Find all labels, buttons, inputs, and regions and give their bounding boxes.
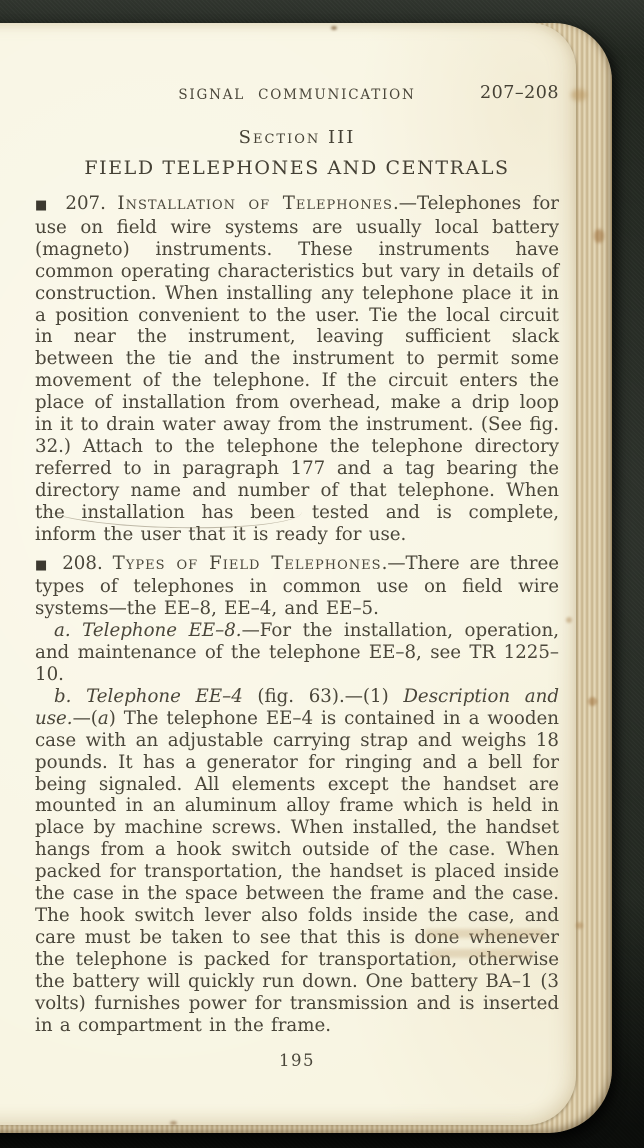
section-heading: Section III xyxy=(238,127,356,148)
book-page xyxy=(0,23,576,1125)
text-run-italic: Description and use. xyxy=(35,685,559,729)
paper-stain xyxy=(576,922,583,929)
text-run-italic: a. Telephone EE–8. xyxy=(54,620,242,642)
book-page-stack xyxy=(0,23,612,1133)
page-title: FIELD TELEPHONES AND CENTRALS xyxy=(84,157,510,179)
paragraphs xyxy=(35,193,559,1036)
text-run-smallcaps: Installation of Telephones xyxy=(117,193,393,214)
text-run-marker: ■ xyxy=(35,198,66,213)
text-run-normal: .—Telephones for use on field wire systems are usually local battery (magneto) instruments. These instruments have common operating characteristics but vary in details of construction. When installing any telephone place it in a position convenient to the user. Tie the local circuit in near the instrument, leaving sufficient slack between the tie and the instrument to permit some movement of the telephone. If the circuit enters the place of installation from overhead, make a drip loop in it to drain water away from the instrument. (See fig. 32.) Attach to the telephone the telephone directory referred to in paragraph 177 and a tag bearing the directory name and number of that telephone. When the installation has been tested and is complete, inform the user that it is ready for use. xyxy=(35,193,560,545)
paragraph-207 xyxy=(35,193,559,546)
text-run-smallcaps: Types of Field Telephones xyxy=(112,552,382,574)
page-number: 195 xyxy=(279,1051,315,1071)
running-header: SIGNAL COMMUNICATION xyxy=(178,87,416,103)
text-run-normal: 207. xyxy=(65,193,118,214)
text-run-normal: —( xyxy=(72,707,98,729)
paragraph-208b xyxy=(35,686,559,1037)
text-run-normal: —For the installation, operation, and maintenance of the telephone EE–8, see TR 1225–10. xyxy=(35,620,559,686)
text-run-normal: 208. xyxy=(62,552,113,574)
paper-stain xyxy=(588,697,597,706)
text-run-normal: .—There are three types of telephones in common use on field wire systems—the EE–8, EE–4, and EE–5. xyxy=(35,552,560,620)
text-run-normal: ) The telephone EE–4 is contained in a wooden case with an adjustable carrying strap and weighs 18 pounds. It has a generator for ringing and a bell for being signaled. All elements except the handset are mounted in an aluminum alloy frame which is held in place by machine screws. When installed, the handset hangs from a hook switch outside of the case. When packed for transportation, the handset is placed inside the case in the space between the frame and the case. The hook switch lever also folds inside the case, and care must be taken to see that this is done whenever the telephone is packed for transportation, otherwise the battery will quickly run down. One battery BA–1 (3 volts) furnishes power for transmission and is inserted in a compartment in the frame. xyxy=(35,707,559,1036)
page-header xyxy=(35,83,559,107)
paragraph-208a xyxy=(35,620,559,686)
paper-stain xyxy=(594,229,604,243)
text-run-italic: b. Telephone EE–4 xyxy=(54,685,243,707)
text-run-normal: (fig. 63).—(1) xyxy=(242,685,404,707)
text-run-marker: ■ xyxy=(35,557,63,573)
paragraph-range: 207–208 xyxy=(479,83,559,103)
page-content xyxy=(35,83,559,1070)
text-run-italic: a xyxy=(97,707,109,729)
paragraph-208 xyxy=(35,553,559,621)
